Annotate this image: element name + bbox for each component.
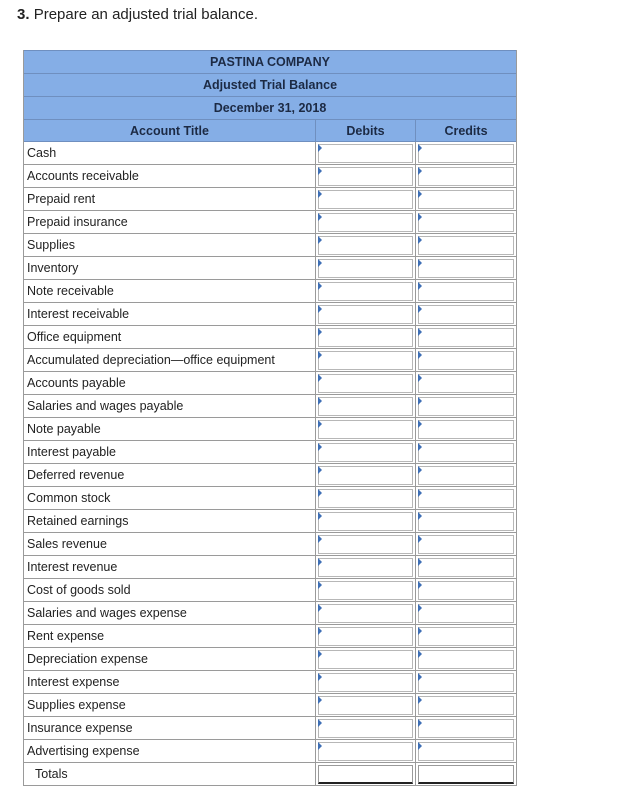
debit-cell [316,648,416,670]
account-title: Interest receivable [24,303,316,325]
dropdown-marker-icon [318,443,322,451]
credit-cell [416,464,516,486]
dropdown-marker-icon [318,673,322,681]
debit-amount-input[interactable] [318,351,413,370]
credit-cell [416,349,516,371]
account-row [24,533,516,556]
account-row [24,326,516,349]
credit-amount-input[interactable] [418,535,514,554]
account-row [24,694,516,717]
debit-amount-input[interactable] [318,420,413,439]
account-title: Interest revenue [24,556,316,578]
credit-cell [416,533,516,555]
credit-amount-input[interactable] [418,328,514,347]
credit-amount-input[interactable] [418,673,514,692]
account-title: Supplies expense [24,694,316,716]
credit-cell [416,579,516,601]
account-row [24,441,516,464]
debit-cell [316,556,416,578]
credit-amount-input[interactable] [418,213,514,232]
debit-cell [316,694,416,716]
column-header-row [24,119,516,142]
debit-cell [316,740,416,762]
totals-debit-cell [316,763,416,785]
dropdown-marker-icon [318,489,322,497]
dropdown-marker-icon [318,627,322,635]
debit-amount-input[interactable] [318,236,413,255]
debit-cell [316,349,416,371]
account-title: Advertising expense [24,740,316,762]
debit-amount-input[interactable] [318,581,413,600]
dropdown-marker-icon [418,558,422,566]
debit-cell [316,671,416,693]
credit-cell [416,487,516,509]
debit-amount-input[interactable] [318,259,413,278]
account-row [24,349,516,372]
credit-amount-input[interactable] [418,512,514,531]
account-title: Accounts receivable [24,165,316,187]
account-title: Cost of goods sold [24,579,316,601]
account-row [24,579,516,602]
debit-cell [316,464,416,486]
dropdown-marker-icon [418,190,422,198]
totals-credit-input[interactable] [418,765,514,784]
dropdown-marker-icon [418,489,422,497]
account-title: Interest expense [24,671,316,693]
credit-cell [416,211,516,233]
debit-cell [316,234,416,256]
credit-amount-input[interactable] [418,374,514,393]
account-row [24,602,516,625]
account-title: Insurance expense [24,717,316,739]
debit-cell [316,257,416,279]
credit-cell [416,280,516,302]
dropdown-marker-icon [418,512,422,520]
account-title: Supplies [24,234,316,256]
account-title: Deferred revenue [24,464,316,486]
debit-cell [316,326,416,348]
account-row [24,625,516,648]
credit-amount-input[interactable] [418,144,514,163]
credit-amount-input[interactable] [418,397,514,416]
credit-amount-input[interactable] [418,259,514,278]
debit-cell [316,487,416,509]
debits-header: Debits [316,120,416,141]
dropdown-marker-icon [318,397,322,405]
credit-amount-input[interactable] [418,489,514,508]
account-row [24,464,516,487]
account-title: Prepaid rent [24,188,316,210]
credit-amount-input[interactable] [418,719,514,738]
account-row [24,280,516,303]
debit-amount-input[interactable] [318,144,413,163]
account-row [24,487,516,510]
dropdown-marker-icon [418,466,422,474]
credit-amount-input[interactable] [418,627,514,646]
dropdown-marker-icon [318,581,322,589]
company-name: PASTINA COMPANY [24,50,516,73]
dropdown-marker-icon [418,443,422,451]
debit-amount-input[interactable] [318,282,413,301]
dropdown-marker-icon [318,144,322,152]
trial-balance-table [23,50,517,786]
account-title: Sales revenue [24,533,316,555]
debit-cell [316,625,416,647]
debit-amount-input[interactable] [318,167,413,186]
credit-amount-input[interactable] [418,650,514,669]
credit-cell [416,234,516,256]
dropdown-marker-icon [318,167,322,175]
account-row [24,257,516,280]
totals-debit-input[interactable] [318,765,413,784]
credit-cell [416,188,516,210]
debit-amount-input[interactable] [318,719,413,738]
debit-cell [316,579,416,601]
report-date: December 31, 2018 [24,96,516,119]
credit-amount-input[interactable] [418,558,514,577]
dropdown-marker-icon [418,627,422,635]
credit-amount-input[interactable] [418,305,514,324]
credit-amount-input[interactable] [418,420,514,439]
account-row [24,303,516,326]
debit-amount-input[interactable] [318,443,413,462]
credit-cell [416,418,516,440]
debit-cell [316,533,416,555]
dropdown-marker-icon [418,374,422,382]
dropdown-marker-icon [318,466,322,474]
dropdown-marker-icon [418,535,422,543]
dropdown-marker-icon [418,328,422,336]
account-row [24,671,516,694]
credit-amount-input[interactable] [418,604,514,623]
dropdown-marker-icon [418,604,422,612]
account-title: Prepaid insurance [24,211,316,233]
report-title: Adjusted Trial Balance [24,73,516,96]
dropdown-marker-icon [418,650,422,658]
credit-cell [416,441,516,463]
question-number: 3. [17,6,30,23]
account-row [24,142,516,165]
account-title: Accounts payable [24,372,316,394]
question-prompt [17,5,258,25]
dropdown-marker-icon [318,236,322,244]
credit-amount-input[interactable] [418,443,514,462]
credit-cell [416,395,516,417]
debit-amount-input[interactable] [318,604,413,623]
debit-amount-input[interactable] [318,466,413,485]
credit-cell [416,740,516,762]
dropdown-marker-icon [418,305,422,313]
account-row [24,188,516,211]
dropdown-marker-icon [318,719,322,727]
account-title: Salaries and wages payable [24,395,316,417]
dropdown-marker-icon [418,696,422,704]
debit-cell [316,303,416,325]
account-row [24,395,516,418]
credit-cell [416,671,516,693]
debit-cell [316,372,416,394]
debit-amount-input[interactable] [318,305,413,324]
debit-cell [316,280,416,302]
debit-amount-input[interactable] [318,397,413,416]
account-title: Note receivable [24,280,316,302]
debit-amount-input[interactable] [318,328,413,347]
debit-amount-input[interactable] [318,558,413,577]
credit-amount-input[interactable] [418,282,514,301]
dropdown-marker-icon [318,696,322,704]
credit-amount-input[interactable] [418,696,514,715]
debit-amount-input[interactable] [318,512,413,531]
dropdown-marker-icon [418,213,422,221]
credit-cell [416,303,516,325]
account-title: Rent expense [24,625,316,647]
account-title: Depreciation expense [24,648,316,670]
account-title: Accumulated depreciation—office equipment [24,349,316,371]
account-title: Inventory [24,257,316,279]
credit-cell [416,257,516,279]
account-row [24,648,516,671]
debit-amount-input[interactable] [318,213,413,232]
debit-cell [316,441,416,463]
dropdown-marker-icon [418,259,422,267]
credit-cell [416,717,516,739]
account-rows [24,142,516,763]
account-title: Salaries and wages expense [24,602,316,624]
credit-amount-input[interactable] [418,167,514,186]
dropdown-marker-icon [418,581,422,589]
debit-amount-input[interactable] [318,535,413,554]
dropdown-marker-icon [318,535,322,543]
credits-header: Credits [444,123,488,138]
dropdown-marker-icon [418,236,422,244]
credit-cell [416,326,516,348]
dropdown-marker-icon [318,328,322,336]
account-row [24,717,516,740]
credit-cell [416,142,516,164]
dropdown-marker-icon [418,420,422,428]
dropdown-marker-icon [318,420,322,428]
debit-cell [316,142,416,164]
account-row [24,165,516,188]
credit-amount-input[interactable] [418,742,514,761]
debit-amount-input[interactable] [318,673,413,692]
dropdown-marker-icon [318,374,322,382]
debit-amount-input[interactable] [318,650,413,669]
dropdown-marker-icon [318,190,322,198]
debit-amount-input[interactable] [318,742,413,761]
account-title: Cash [24,142,316,164]
account-title: Retained earnings [24,510,316,532]
totals-label: Totals [24,763,316,785]
question-text: Prepare an adjusted trial balance. [33,6,258,23]
account-title: Note payable [24,418,316,440]
credit-cell [416,602,516,624]
totals-credit-cell [416,763,516,785]
dropdown-marker-icon [318,305,322,313]
dropdown-marker-icon [318,604,322,612]
account-row [24,372,516,395]
account-row [24,510,516,533]
debit-cell [316,418,416,440]
dropdown-marker-icon [318,282,322,290]
dropdown-marker-icon [318,558,322,566]
dropdown-marker-icon [418,742,422,750]
debit-cell [316,602,416,624]
debit-cell [316,211,416,233]
debit-amount-input[interactable] [318,627,413,646]
account-title: Interest payable [24,441,316,463]
credit-amount-input[interactable] [418,581,514,600]
credit-amount-input[interactable] [418,236,514,255]
dropdown-marker-icon [318,213,322,221]
account-row [24,740,516,763]
dropdown-marker-icon [418,719,422,727]
account-row [24,418,516,441]
dropdown-marker-icon [418,167,422,175]
account-title-header: Account Title [24,120,316,141]
credit-cell [416,625,516,647]
credit-cell [416,694,516,716]
dropdown-marker-icon [418,397,422,405]
dropdown-marker-icon [418,144,422,152]
dropdown-marker-icon [318,351,322,359]
credit-amount-input[interactable] [418,190,514,209]
credit-cell [416,165,516,187]
debit-cell [316,717,416,739]
debit-cell [316,165,416,187]
dropdown-marker-icon [418,673,422,681]
credit-amount-input[interactable] [418,466,514,485]
dropdown-marker-icon [418,351,422,359]
totals-row [24,763,516,786]
debit-amount-input[interactable] [318,374,413,393]
debit-amount-input[interactable] [318,696,413,715]
account-title: Common stock [24,487,316,509]
account-row [24,234,516,257]
debit-cell [316,395,416,417]
dropdown-marker-icon [318,259,322,267]
debit-amount-input[interactable] [318,489,413,508]
debit-amount-input[interactable] [318,190,413,209]
account-row [24,556,516,579]
credit-amount-input[interactable] [418,351,514,370]
account-row [24,211,516,234]
credit-cell [416,648,516,670]
dropdown-marker-icon [318,650,322,658]
credit-cell [416,510,516,532]
credit-cell [416,556,516,578]
debit-cell [316,188,416,210]
dropdown-marker-icon [318,742,322,750]
credit-cell [416,372,516,394]
debit-cell [316,510,416,532]
dropdown-marker-icon [318,512,322,520]
dropdown-marker-icon [418,282,422,290]
account-title: Office equipment [24,326,316,348]
